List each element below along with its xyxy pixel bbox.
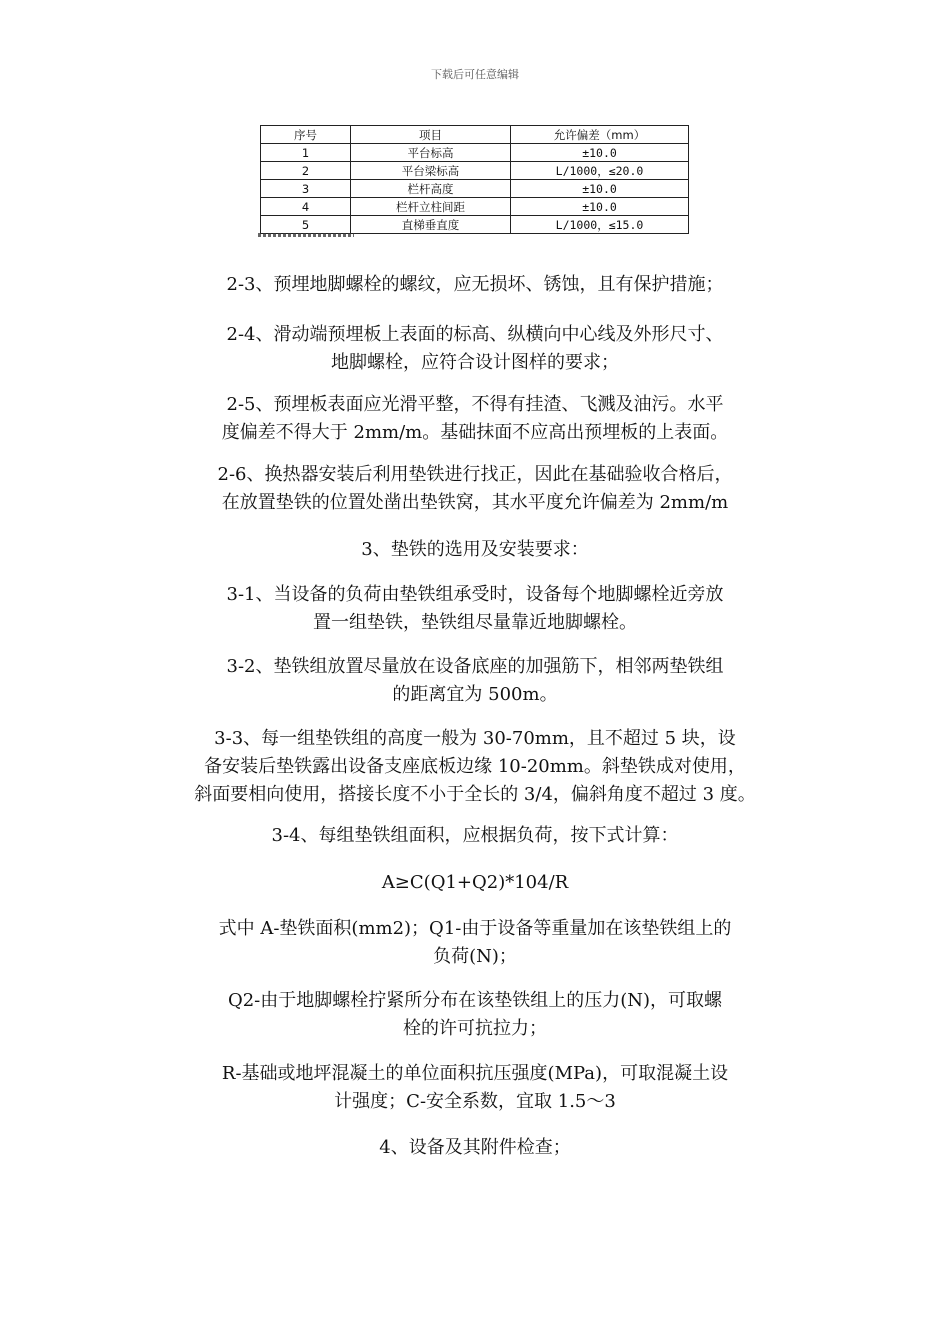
cell-tolerance: ±10.0 <box>511 144 689 162</box>
table-row <box>261 216 689 234</box>
cell-tolerance: ±10.0 <box>511 180 689 198</box>
paragraph-line: 备安装后垫铁露出设备支座底板边缘 10-20mm。斜垫铁成对使用， <box>204 756 746 777</box>
paragraph-line: 3-4、每组垫铁组面积，应根据负荷，按下式计算： <box>271 825 679 846</box>
paragraph-line: 2-5、预埋板表面应光滑平整，不得有挂渣、飞溅及油污。水平 <box>226 394 724 415</box>
paragraph-3-2 <box>130 653 820 709</box>
paragraph-2-5 <box>130 391 820 447</box>
table-row <box>261 198 689 216</box>
table-row <box>261 162 689 180</box>
paragraph-line: 3-1、当设备的负荷由垫铁组承受时，设备每个地脚螺栓近旁放 <box>226 584 724 605</box>
paragraph-line: 2-6、换热器安装后利用垫铁进行找正，因此在基础验收合格后， <box>217 464 733 485</box>
paragraph-line: 计强度；C-安全系数，宜取 1.5～3 <box>334 1091 616 1112</box>
paragraph-line: 4、设备及其附件检查； <box>379 1137 571 1158</box>
cell-index: 1 <box>261 144 351 162</box>
cell-item: 栏杆立柱间距 <box>351 198 511 216</box>
paragraph-line: 在放置垫铁的位置处凿出垫铁窝，其水平度允许偏差为 2mm/m <box>221 492 729 513</box>
paragraph-3-4 <box>130 822 820 850</box>
paragraph-line: 3-3、每一组垫铁组的高度一般为 30-70mm，且不超过 5 块，设 <box>214 728 736 749</box>
cell-item: 平台标高 <box>351 144 511 162</box>
paragraph-line: 地脚螺栓，应符合设计图样的要求； <box>331 352 619 373</box>
cell-index: 2 <box>261 162 351 180</box>
tolerance-table <box>260 125 689 234</box>
paragraph-definition-a <box>130 915 820 971</box>
paragraph-2-3 <box>130 271 820 299</box>
paragraph-line: 3-2、垫铁组放置尽量放在设备底座的加强筋下，相邻两垫铁组 <box>226 656 724 677</box>
cell-tolerance: L/1000，≤15.0 <box>511 216 689 234</box>
paragraph-definition-q2 <box>130 987 820 1043</box>
table-header-row <box>261 126 689 144</box>
paragraph-line: 斜面要相向使用，搭接长度不小于全长的 3/4，偏斜角度不超过 3 度。 <box>194 784 756 805</box>
paragraph-line: R-基础或地坪混凝土的单位面积抗压强度(MPa)，可取混凝土设 <box>221 1063 729 1084</box>
header-item: 项目 <box>351 126 511 144</box>
table-row <box>261 144 689 162</box>
paragraph-3-3 <box>130 725 820 809</box>
cell-item: 栏杆高度 <box>351 180 511 198</box>
paragraph-line: 3、垫铁的选用及安装要求： <box>361 539 589 560</box>
paragraph-line: 负荷(N)； <box>433 946 517 967</box>
tolerance-table-wrapper <box>260 125 688 234</box>
cell-index: 4 <box>261 198 351 216</box>
section-heading-4 <box>130 1134 820 1162</box>
cell-index: 3 <box>261 180 351 198</box>
page-header: 下载后可任意编辑 <box>431 68 519 81</box>
cell-tolerance: L/1000，≤20.0 <box>511 162 689 180</box>
paragraph-line: 置一组垫铁，垫铁组尽量靠近地脚螺栓。 <box>313 612 637 633</box>
paragraph-line: 度偏差不得大于 2mm/m。基础抹面不应高出预埋板的上表面。 <box>221 422 729 443</box>
section-heading-3 <box>130 536 820 564</box>
header-tolerance: 允许偏差（mm） <box>511 126 689 144</box>
paragraph-line: 式中 A-垫铁面积(mm2)；Q1-由于设备等重量加在该垫铁组上的 <box>218 918 732 939</box>
header-index: 序号 <box>261 126 351 144</box>
cell-index: 5 <box>261 216 351 234</box>
paragraph-2-6 <box>130 461 820 517</box>
paragraph-line: 2-4、滑动端预埋板上表面的标高、纵横向中心线及外形尺寸、 <box>226 324 724 345</box>
cell-item: 平台梁标高 <box>351 162 511 180</box>
paragraph-line: 栓的许可抗拉力； <box>403 1018 547 1039</box>
paragraph-line: 2-3、预埋地脚螺栓的螺纹，应无损坏、锈蚀，且有保护措施； <box>226 274 724 295</box>
paragraph-line: Q2-由于地脚螺栓拧紧所分布在该垫铁组上的压力(N)，可取螺 <box>227 990 723 1011</box>
table-row <box>261 180 689 198</box>
cell-tolerance: ±10.0 <box>511 198 689 216</box>
paragraph-line: 的距离宜为 500m。 <box>392 684 558 705</box>
cropped-text-fragment <box>258 233 354 237</box>
paragraph-3-1 <box>130 581 820 637</box>
paragraph-definition-r <box>130 1060 820 1116</box>
formula <box>130 869 820 897</box>
formula-line: A≥C(Q1+Q2)*104/R <box>381 872 569 893</box>
cell-item: 直梯垂直度 <box>351 216 511 234</box>
paragraph-2-4 <box>130 321 820 377</box>
